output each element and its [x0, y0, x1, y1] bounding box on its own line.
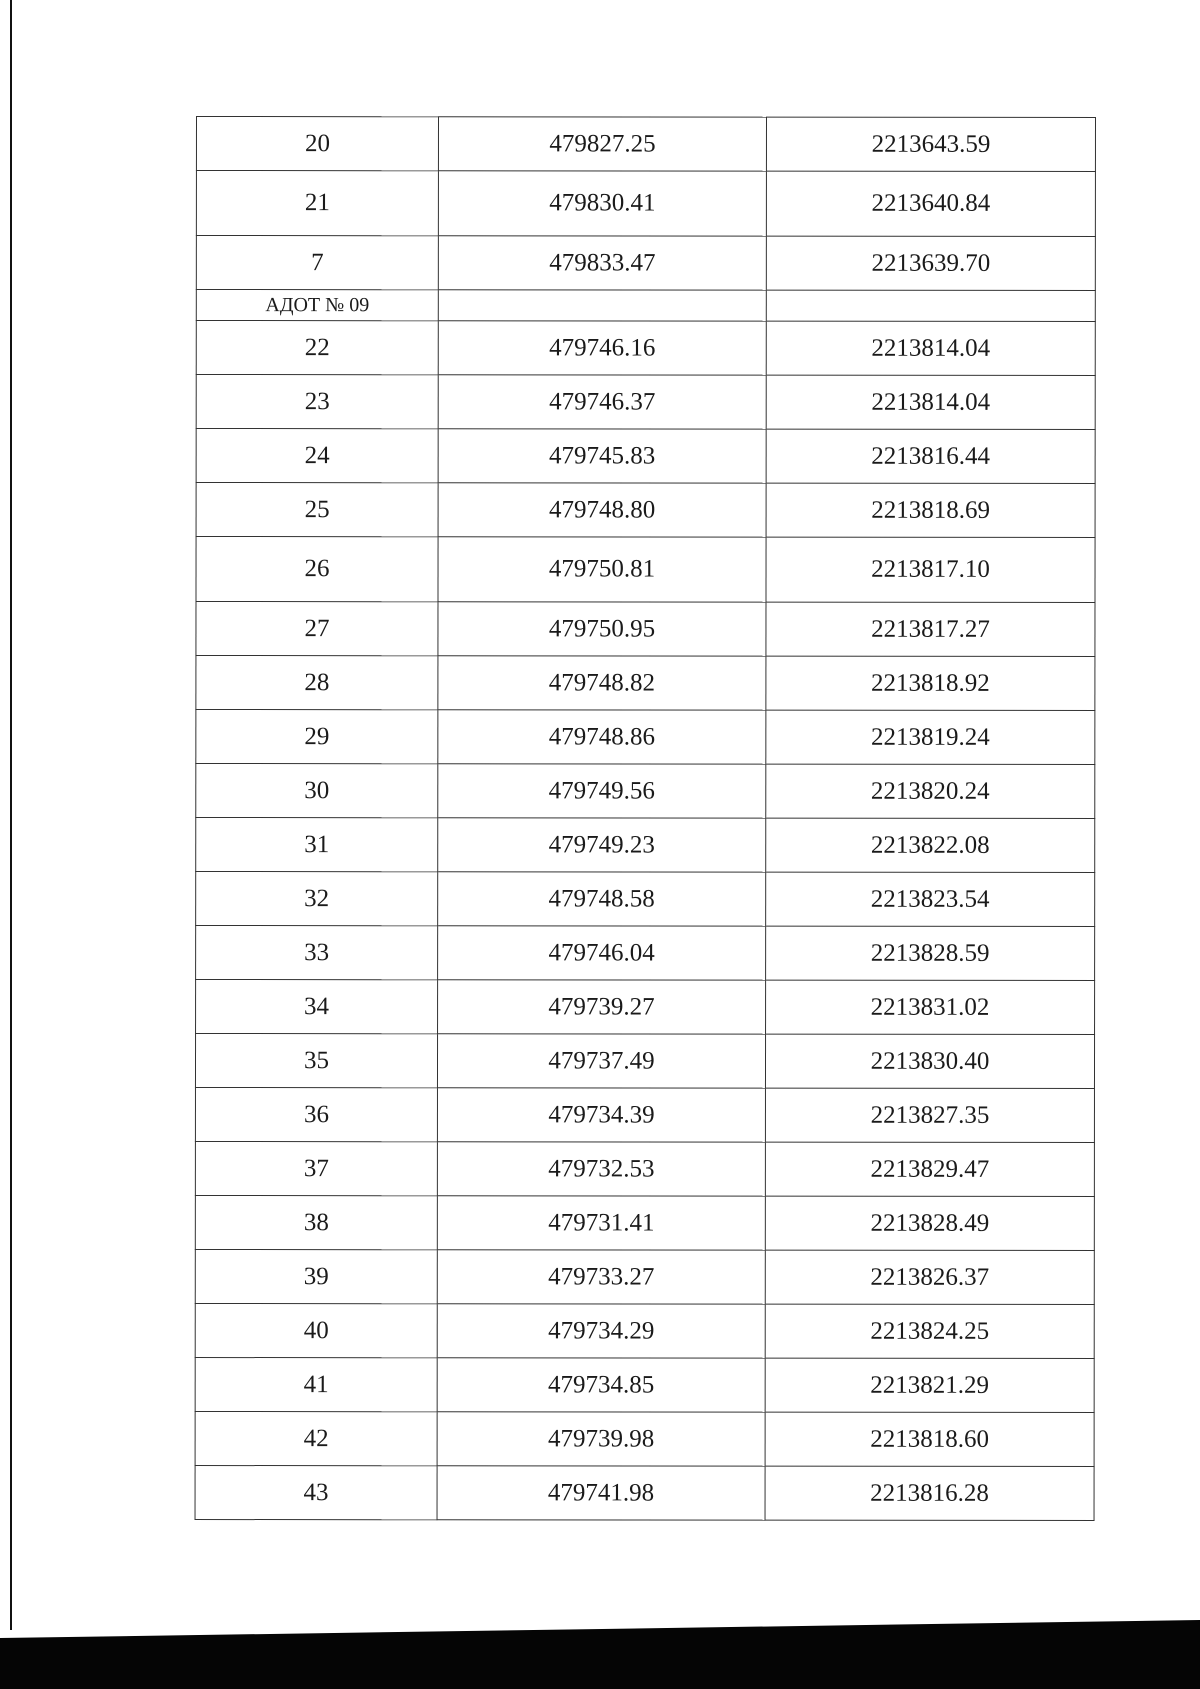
y-coordinate-cell: 2213828.49 [765, 1196, 1094, 1250]
section-header-row [196, 290, 1095, 322]
x-coordinate-cell: 479750.95 [438, 602, 766, 656]
table-row [195, 1249, 1094, 1304]
table-row [196, 171, 1095, 237]
x-coordinate-cell: 479748.58 [438, 872, 766, 926]
table-row [196, 117, 1095, 172]
table-row [196, 429, 1095, 484]
y-coordinate-cell: 2213830.40 [765, 1034, 1094, 1088]
point-number-cell: 31 [196, 818, 438, 872]
y-coordinate-cell: 2213818.92 [766, 656, 1095, 710]
point-number-cell: 25 [196, 483, 438, 537]
table-row [196, 375, 1095, 430]
y-coordinate-cell: 2213639.70 [766, 236, 1095, 290]
y-coordinate-cell: 2213818.60 [765, 1412, 1094, 1466]
x-coordinate-cell: 479733.27 [437, 1250, 765, 1304]
y-coordinate-cell: 2213820.24 [766, 764, 1095, 818]
y-coordinate-cell: 2213826.37 [765, 1250, 1094, 1304]
table-row [196, 872, 1095, 927]
x-coordinate-cell: 479827.25 [438, 117, 766, 171]
point-number-cell: 30 [196, 764, 438, 818]
section-empty-cell [438, 290, 766, 321]
point-number-cell: 33 [196, 926, 438, 980]
y-coordinate-cell: 2213824.25 [765, 1304, 1094, 1358]
point-number-cell: 22 [196, 321, 438, 375]
point-number-cell: 38 [195, 1195, 437, 1249]
scan-bottom-band [0, 1620, 1200, 1689]
table-row [196, 321, 1095, 376]
x-coordinate-cell: 479732.53 [437, 1142, 765, 1196]
y-coordinate-cell: 2213817.10 [766, 537, 1095, 602]
x-coordinate-cell: 479749.56 [438, 764, 766, 818]
point-number-cell: 21 [196, 171, 438, 236]
point-number-cell: 34 [196, 980, 438, 1034]
y-coordinate-cell: 2213816.28 [765, 1466, 1094, 1520]
coordinates-table-body [195, 117, 1095, 1521]
x-coordinate-cell: 479739.27 [438, 980, 766, 1034]
table-row [195, 1088, 1094, 1143]
x-coordinate-cell: 479748.86 [438, 710, 766, 764]
x-coordinate-cell: 479748.82 [438, 656, 766, 710]
table-row [196, 602, 1095, 657]
x-coordinate-cell: 479734.29 [437, 1304, 765, 1358]
section-label: АДОТ № 09 [196, 290, 438, 321]
y-coordinate-cell: 2213819.24 [766, 710, 1095, 764]
point-number-cell: 35 [195, 1034, 437, 1088]
y-coordinate-cell: 2213643.59 [766, 117, 1095, 171]
y-coordinate-cell: 2213816.44 [766, 429, 1095, 483]
x-coordinate-cell: 479746.16 [438, 321, 766, 375]
x-coordinate-cell: 479731.41 [437, 1196, 765, 1250]
point-number-cell: 24 [196, 429, 438, 483]
x-coordinate-cell: 479745.83 [438, 429, 766, 483]
point-number-cell: 20 [196, 117, 438, 171]
x-coordinate-cell: 479741.98 [437, 1466, 765, 1520]
point-number-cell: 37 [195, 1142, 437, 1196]
y-coordinate-cell: 2213828.59 [766, 926, 1095, 980]
x-coordinate-cell: 479750.81 [438, 537, 766, 602]
table-row [195, 1411, 1094, 1466]
y-coordinate-cell: 2213814.04 [766, 321, 1095, 375]
x-coordinate-cell: 479746.04 [438, 926, 766, 980]
point-number-cell: 41 [195, 1357, 437, 1411]
point-number-cell: 29 [196, 710, 438, 764]
table-row [196, 710, 1095, 765]
x-coordinate-cell: 479734.39 [437, 1088, 765, 1142]
y-coordinate-cell: 2213823.54 [766, 872, 1095, 926]
page-edge [10, 0, 12, 1630]
table-row [195, 1303, 1094, 1358]
point-number-cell: 42 [195, 1411, 437, 1465]
table-row [196, 764, 1095, 819]
section-empty-cell [766, 290, 1095, 321]
x-coordinate-cell: 479739.98 [437, 1412, 765, 1466]
y-coordinate-cell: 2213831.02 [766, 980, 1095, 1034]
table-row [195, 1034, 1094, 1089]
point-number-cell: 39 [195, 1249, 437, 1303]
x-coordinate-cell: 479737.49 [437, 1034, 765, 1088]
table-row [195, 1357, 1094, 1412]
point-number-cell: 43 [195, 1465, 437, 1519]
table-row [196, 537, 1095, 603]
coordinates-table [195, 116, 1096, 1521]
table-row [196, 818, 1095, 873]
point-number-cell: 36 [195, 1088, 437, 1142]
y-coordinate-cell: 2213829.47 [765, 1142, 1094, 1196]
table-row [196, 926, 1095, 981]
y-coordinate-cell: 2213822.08 [766, 818, 1095, 872]
y-coordinate-cell: 2213814.04 [766, 375, 1095, 429]
table-row [195, 1465, 1094, 1520]
point-number-cell: 23 [196, 375, 438, 429]
point-number-cell: 27 [196, 602, 438, 656]
x-coordinate-cell: 479830.41 [438, 171, 766, 236]
x-coordinate-cell: 479748.80 [438, 483, 766, 537]
y-coordinate-cell: 2213818.69 [766, 483, 1095, 537]
y-coordinate-cell: 2213817.27 [766, 602, 1095, 656]
table-row [195, 1195, 1094, 1250]
table-row [196, 236, 1095, 291]
table-row [196, 483, 1095, 538]
table-row [196, 980, 1095, 1035]
x-coordinate-cell: 479734.85 [437, 1358, 765, 1412]
point-number-cell: 28 [196, 656, 438, 710]
x-coordinate-cell: 479833.47 [438, 236, 766, 290]
table-row [195, 1142, 1094, 1197]
point-number-cell: 40 [195, 1303, 437, 1357]
x-coordinate-cell: 479749.23 [438, 818, 766, 872]
point-number-cell: 7 [196, 236, 438, 290]
y-coordinate-cell: 2213827.35 [765, 1088, 1094, 1142]
x-coordinate-cell: 479746.37 [438, 375, 766, 429]
point-number-cell: 26 [196, 537, 438, 602]
table-row [196, 656, 1095, 711]
y-coordinate-cell: 2213640.84 [766, 171, 1095, 236]
point-number-cell: 32 [196, 872, 438, 926]
y-coordinate-cell: 2213821.29 [765, 1358, 1094, 1412]
